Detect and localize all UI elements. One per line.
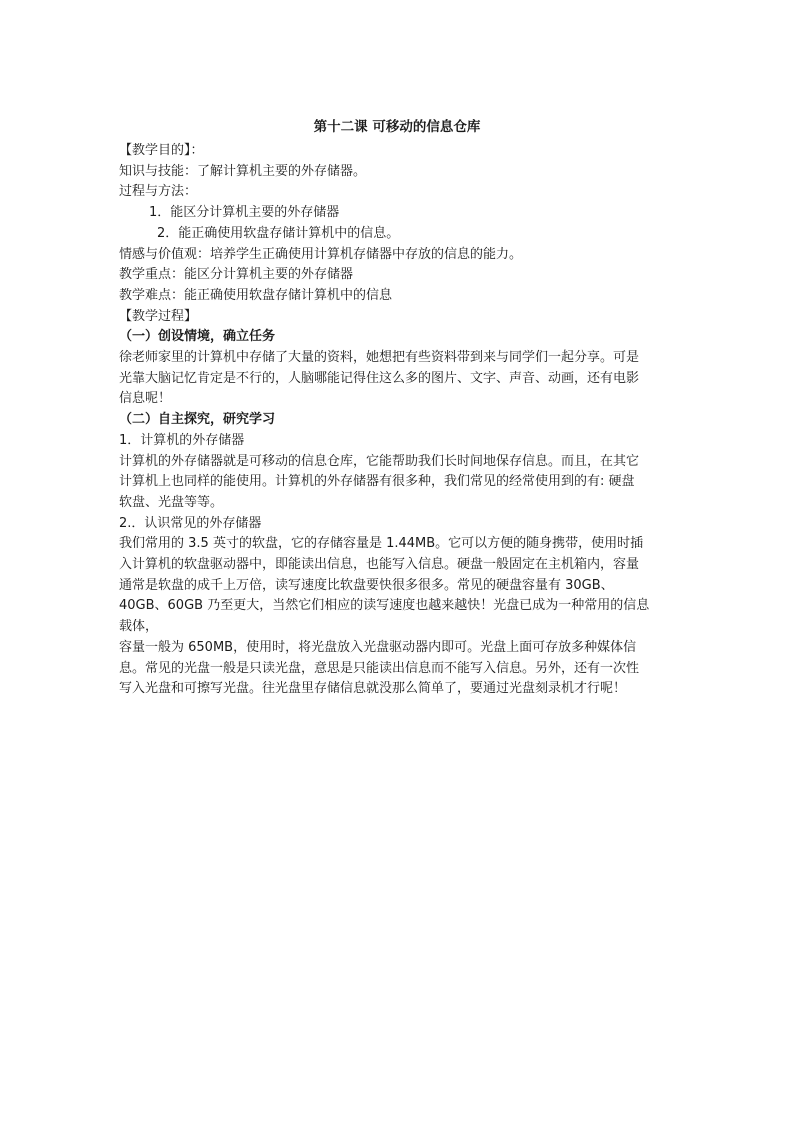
sub1-line: 计算机的外存储器就是可移动的信息仓库，它能帮助我们长时间地保存信息。而且，在其它	[119, 453, 640, 469]
process-method-heading: 过程与方法：	[119, 184, 198, 200]
teaching-process-heading: 【教学过程】	[119, 308, 198, 324]
sub1-line: 软盘、光盘等等。	[119, 494, 224, 510]
knowledge-skill-line: 知识与技能：了解计算机主要的外存储器。	[119, 163, 367, 179]
lesson-title: 第十二课 可移动的信息仓库	[313, 119, 481, 135]
objectives-heading: 【教学目的】：	[119, 143, 204, 158]
sub2-heading: 2.．认识常见的外存储器	[119, 515, 262, 531]
section1-line: 信息呢！	[119, 391, 172, 407]
section1-line: 光靠大脑记忆肯定是不行的，人脑哪能记得住这么多的图片、文字、声音、动画，还有电影	[119, 370, 640, 386]
document-page	[119, 116, 675, 700]
sub2-line: 写入光盘和可擦写光盘。往光盘里存储信息就没那么简单了，要通过光盘刻录机才行呢！	[119, 681, 627, 697]
difficulty-line: 教学难点：能正确使用软盘存储计算机中的信息	[119, 287, 393, 303]
sub2-line: 通常是软盘的成千上万倍，读写速度比软盘要快很多很多。常见的硬盘容量有 30GB、	[119, 577, 614, 593]
attitude-line: 情感与价值观：培养学生正确使用计算机存储器中存放的信息的能力。	[119, 246, 523, 262]
process-item-2: 2．能正确使用软盘存储计算机中的信息。	[157, 225, 400, 241]
section1-heading: （一）创设情境，确立任务	[119, 329, 276, 345]
sub2-line: 息。常见的光盘一般是只读光盘，意思是只能读出信息而不能写入信息。另外，还有一次性	[119, 660, 640, 676]
sub1-heading: 1．计算机的外存储器	[119, 432, 245, 448]
key-point-line: 教学重点：能区分计算机主要的外存储器	[119, 267, 354, 283]
sub2-line: 载体，	[119, 619, 159, 635]
sub2-line: 40GB、60GB 乃至更大，当然它们相应的读写速度也越来越快！光盘已成为一种常用的信息	[119, 598, 650, 614]
sub2-line: 我们常用的 3.5 英寸的软盘，它的存储容量是 1.44MB。它可以方便的随身携带，使用时插	[119, 536, 644, 552]
process-item-1: 1．能区分计算机主要的外存储器	[149, 205, 340, 221]
section1-line: 徐老师家里的计算机中存储了大量的资料，她想把有些资料带到来与同学们一起分享。可是	[119, 350, 640, 366]
sub2-line: 入计算机的软盘驱动器中，即能读出信息，也能写入信息。硬盘一般固定在主机箱内，容量	[119, 557, 640, 573]
section2-heading: （二）自主探究，研究学习	[119, 412, 276, 428]
sub1-line: 计算机上也同样的能使用。计算机的外存储器有很多种，我们常见的经常使用到的有: 硬盘	[119, 474, 635, 490]
sub2-line: 容量一般为 650MB，使用时，将光盘放入光盘驱动器内即可。光盘上面可存放多种媒体信	[119, 639, 637, 655]
